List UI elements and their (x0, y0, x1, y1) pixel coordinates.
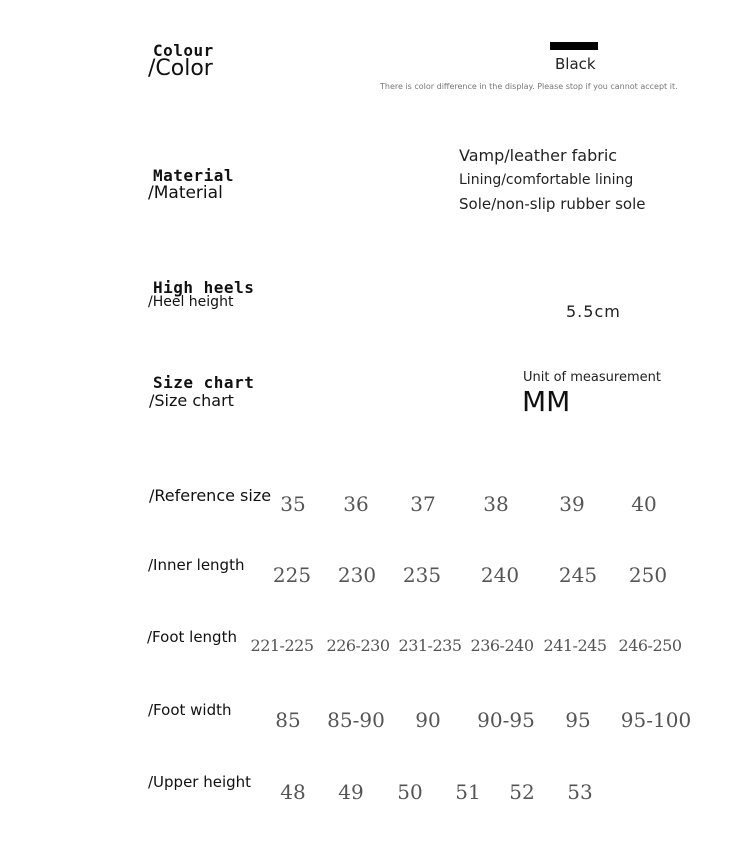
material-sole: Sole/non-slip rubber sole (459, 195, 646, 213)
heel-label-sub: /Heel height (148, 294, 234, 310)
unit-label: Unit of measurement (523, 370, 661, 385)
table-cell: 230 (337, 563, 377, 587)
table-cell: 245 (558, 563, 598, 587)
table-cell: 48 (280, 780, 306, 804)
row-label-inner-length: /Inner length (148, 556, 245, 574)
row-label-reference-size: /Reference size (149, 486, 272, 505)
color-label-sub: /Color (148, 56, 213, 81)
row-label-foot-length: /Foot length (147, 628, 237, 646)
table-cell: 49 (338, 780, 364, 804)
table-cell: 50 (397, 780, 423, 804)
size-chart-label: Size chart (153, 373, 255, 392)
table-cell: 95 (565, 708, 591, 732)
table-cell: 53 (567, 780, 593, 804)
table-cell: 36 (343, 492, 369, 516)
material-lining: Lining/comfortable lining (459, 172, 634, 188)
table-cell: 246-250 (618, 636, 682, 655)
table-cell: 236-240 (470, 636, 534, 655)
table-cell: 250 (628, 563, 668, 587)
unit-value: MM (522, 385, 571, 418)
table-cell: 38 (483, 492, 509, 516)
table-cell: 95-100 (620, 708, 692, 732)
row-label-foot-width: /Foot width (148, 701, 232, 719)
material-vamp: Vamp/leather fabric (459, 146, 618, 165)
material-label: Material (153, 166, 235, 185)
table-cell: 241-245 (543, 636, 607, 655)
table-cell: 235 (402, 563, 442, 587)
table-cell: 51 (455, 780, 481, 804)
color-swatch (550, 42, 598, 50)
table-cell: 35 (280, 492, 306, 516)
material-label-sub: /Material (148, 183, 223, 203)
table-cell: 39 (559, 492, 585, 516)
row-label-upper-height: /Upper height (148, 773, 252, 791)
size-chart-label-sub: /Size chart (149, 391, 234, 410)
table-cell: 90 (415, 708, 441, 732)
table-cell: 225 (272, 563, 312, 587)
table-cell: 221-225 (250, 636, 314, 655)
table-cell: 226-230 (326, 636, 390, 655)
table-cell: 85 (275, 708, 301, 732)
color-note: There is color difference in the display. Please stop if you cannot accept it. (380, 82, 678, 91)
heel-value: 5.5cm (566, 302, 621, 321)
table-cell: 37 (410, 492, 436, 516)
color-value: Black (555, 55, 596, 73)
colour-label: Colour (153, 41, 214, 60)
heel-label: High heels (153, 278, 255, 297)
table-cell: 90-95 (477, 708, 535, 732)
table-cell: 52 (509, 780, 535, 804)
table-cell: 40 (631, 492, 657, 516)
table-cell: 85-90 (327, 708, 385, 732)
table-cell: 231-235 (398, 636, 462, 655)
table-cell: 240 (480, 563, 520, 587)
